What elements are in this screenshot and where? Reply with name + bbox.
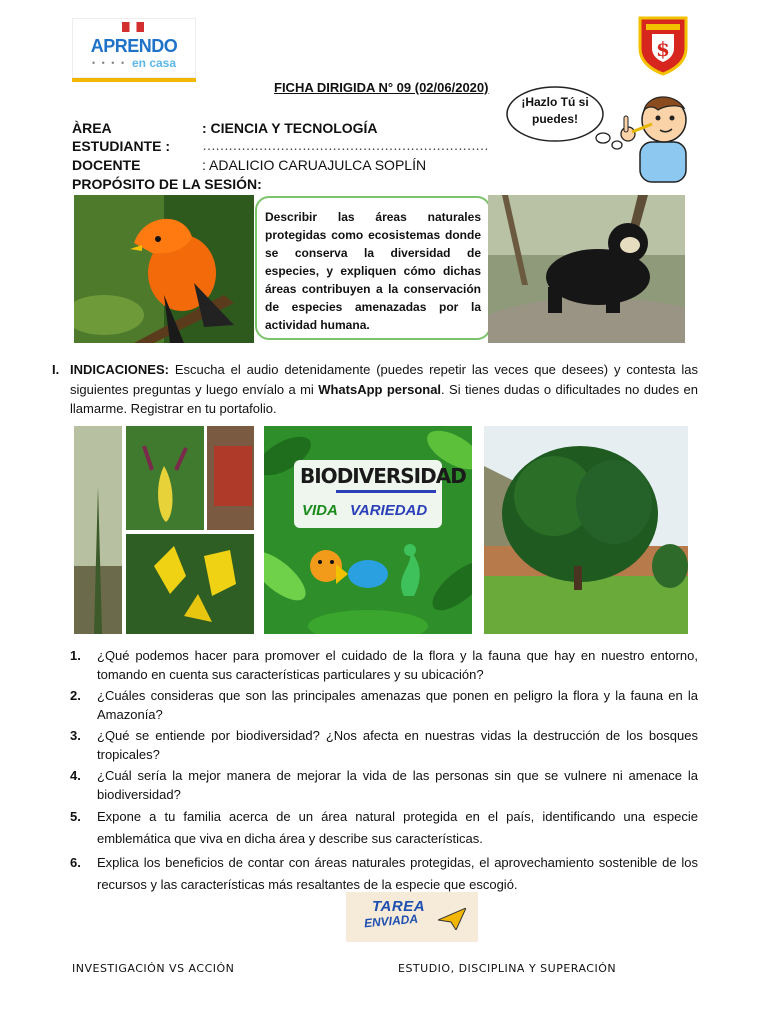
orchid-collage-photo (74, 426, 254, 634)
teacher-value: : ADALICIO CARUAJULCA SOPLÍN (202, 157, 427, 173)
tree-park-photo (484, 426, 688, 634)
aprendo-en-casa-logo (72, 18, 196, 82)
indications-body (70, 360, 698, 419)
poster-vida: VIDA (302, 502, 338, 519)
poster-title: BIODIVERSIDAD (300, 464, 466, 488)
indications-number: I. (52, 362, 60, 377)
question-number: 2. (70, 688, 81, 703)
indications (52, 360, 698, 419)
question-text: ¿Cuáles consideras que son las principales amenazas que ponen en peligro la flora y la fauna en la Amazonía? (97, 688, 698, 722)
purpose-label: PROPÓSITO DE LA SESIÓN: (72, 176, 262, 192)
question-text: Expone a tu familia acerca de un área natural protegida en el país, identificando una especie emblemática que viva en dicha área y describe sus características. (97, 809, 698, 846)
indications-label: INDICACIONES: (70, 362, 169, 377)
biodiversity-poster (264, 426, 472, 634)
jungle-leaves-icon (264, 426, 472, 634)
question-text: ¿Cuál sería la mejor manera de mejorar la vida de las personas sin que se vulnere ni amenace la biodiversidad? (97, 768, 698, 802)
question-number: 5. (70, 809, 81, 824)
question-item (70, 806, 698, 850)
svg-text:$: $ (656, 37, 670, 61)
logo-dots: • • • • (92, 58, 127, 68)
logo-sub-text: en casa (132, 56, 177, 70)
speech-bubble (505, 84, 605, 144)
student-value: ………………………………………………………… (202, 137, 488, 153)
tarea-line-1: TAREA (372, 898, 426, 915)
poster-underline (336, 490, 436, 493)
whatsapp-bold: WhatsApp personal (318, 381, 442, 397)
logo-main-text: APRENDO (90, 36, 178, 56)
question-text: Explica los beneficios de contar con áreas naturales protegidas, el aprovechamiento sostenible de los recursos y las características más resaltantes de la especie que escogió. (97, 855, 698, 892)
question-number: 4. (70, 768, 81, 783)
school-crest-icon (636, 14, 690, 76)
cock-of-the-rock-photo (74, 195, 254, 343)
tarea-line-2: ENVIADA (363, 911, 419, 931)
poster-variedad: VARIEDAD (350, 502, 428, 519)
question-item (70, 646, 698, 684)
purpose-text: Describir las áreas naturales protegidas como ecosistemas donde se conserva la diversidad de especies, y expliquen cómo dichas áreas contribuyen a la conservación de especies amenazadas por la actividad humana. (265, 210, 481, 332)
page-title: FICHA DIRIGIDA N° 09 (02/06/2020) (274, 80, 489, 95)
indications-text-1: Escucha el audio detenidamente (puedes repetir las veces que desees) y contesta las siguientes preguntas y luego envíalo a mi (70, 362, 698, 397)
thinking-boy-icon (618, 88, 698, 184)
question-number: 1. (70, 648, 81, 663)
teacher-label: DOCENTE (72, 157, 141, 173)
indications-text-2: . Si tienes dudas o dificultades no dudes en llamarme. Registrar en tu portafolio. (70, 381, 698, 416)
question-text: ¿Qué podemos hacer para promover el cuidado de la flora y la fauna que hay en nuestro entorno, tomando en cuenta sus características particulares y su ubicación? (97, 648, 698, 682)
paper-plane-icon (438, 908, 466, 930)
question-text: ¿Qué se entiende por biodiversidad? ¿Nos afecta en nuestras vidas la destrucción de los bosques tropicales? (97, 728, 698, 762)
spectacled-bear-photo (488, 195, 685, 343)
question-number: 6. (70, 855, 81, 870)
bubble-text: ¡Hazlo Tú si puedes! (521, 95, 589, 126)
area-label: ÀREA (72, 120, 112, 136)
question-item (70, 726, 698, 764)
peru-flag-icon (122, 22, 144, 32)
question-item (70, 766, 698, 804)
student-label: ESTUDIANTE : (72, 138, 170, 154)
tarea-enviada-badge (346, 892, 478, 942)
question-number: 3. (70, 728, 81, 743)
footer-right: ESTUDIO, DISCIPLINA Y SUPERACIÓN (398, 962, 617, 975)
questions-list (70, 646, 698, 898)
purpose-box (255, 196, 491, 340)
area-value: : CIENCIA Y TECNOLOGÍA (202, 120, 378, 136)
question-item (70, 852, 698, 896)
question-item (70, 686, 698, 724)
footer-left: INVESTIGACIÓN VS ACCIÓN (72, 962, 235, 975)
